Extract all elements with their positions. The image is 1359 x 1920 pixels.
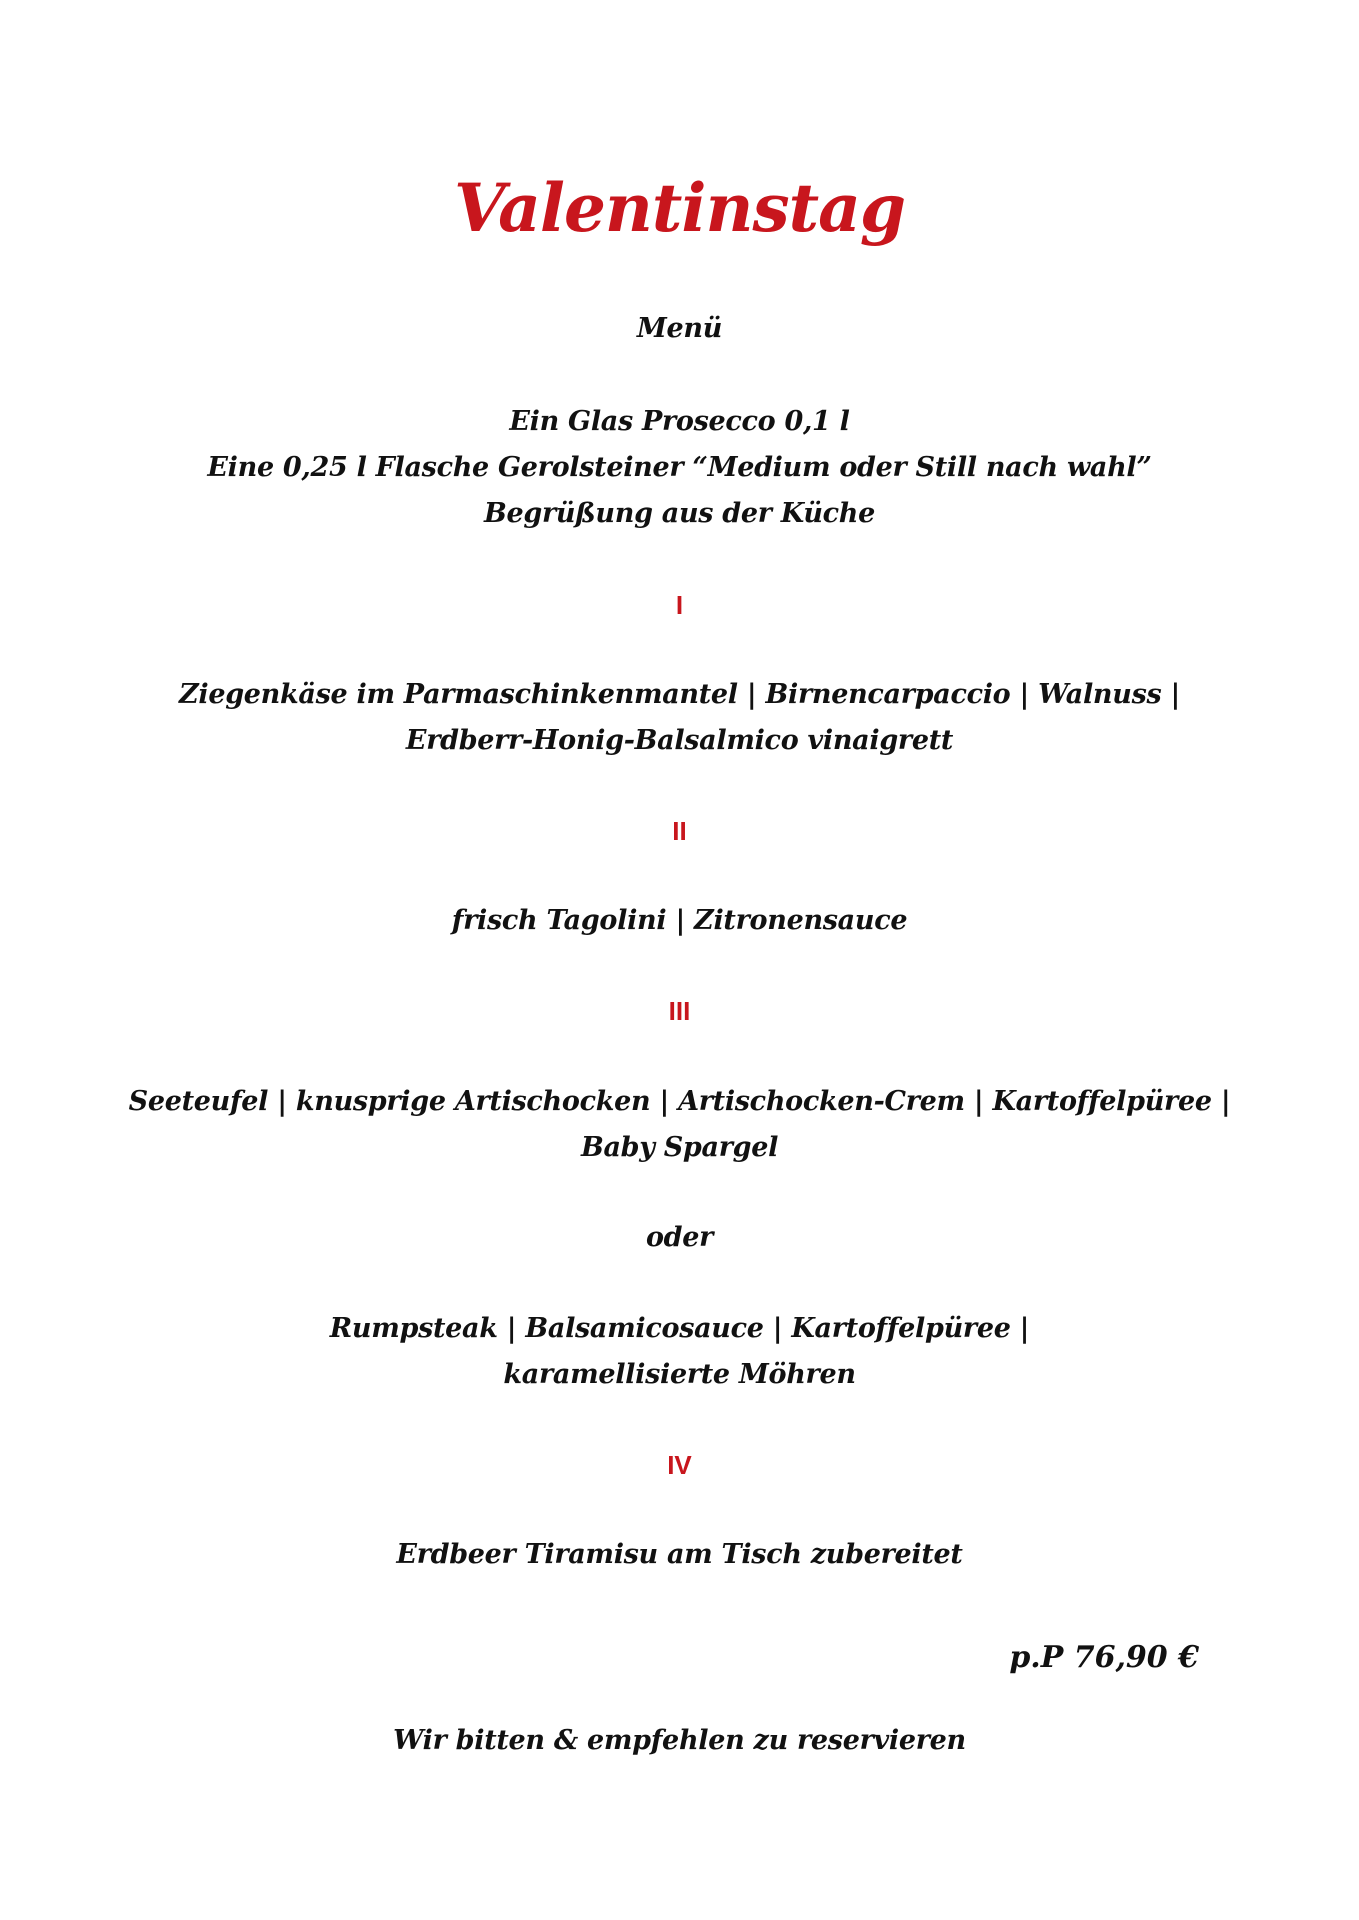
reservation-note: Wir bitten & empfehlen zu reservieren — [393, 1725, 966, 1756]
course-2-numeral: II — [672, 816, 687, 846]
course-4-line-1: Erdbeer Tiramisu am Tisch zubereitet — [396, 1539, 963, 1570]
course-4-numeral: IV — [667, 1450, 692, 1480]
course-3-numeral: III — [668, 996, 691, 1026]
course-3-or-label: oder — [645, 1222, 714, 1253]
course-1-line-1: Ziegenkäse im Parmaschinkenmantel | Birnencarpaccio | Walnuss | — [178, 679, 1181, 710]
page-title: Valentinstag — [453, 169, 906, 247]
course-2-line-1: frisch Tagolini | Zitronensauce — [451, 905, 908, 936]
course-3-option-1-line-1: Seeteufel | knusprige Artischocken | Artischocken-Crem | Kartoffelpüree | — [128, 1086, 1231, 1117]
menu-label: Menü — [636, 313, 723, 344]
course-1-numeral: I — [675, 590, 684, 620]
course-1-line-2: Erdberr-Honig-Balsalmico vinaigrett — [405, 725, 954, 756]
price: p.P 76,90 € — [1009, 1640, 1199, 1675]
welcome-line-3: Begrüßung aus der Küche — [483, 498, 876, 529]
course-3-option-1-line-2: Baby Spargel — [580, 1132, 779, 1163]
welcome-line-1: Ein Glas Prosecco 0,1 l — [509, 406, 850, 437]
course-3-option-2-line-2: karamellisierte Möhren — [503, 1359, 856, 1390]
course-3-option-2-line-1: Rumpsteak | Balsamicosauce | Kartoffelpüree | — [329, 1313, 1030, 1344]
welcome-line-2: Eine 0,25 l Flasche Gerolsteiner “Medium oder Still nach wahl” — [207, 452, 1152, 483]
